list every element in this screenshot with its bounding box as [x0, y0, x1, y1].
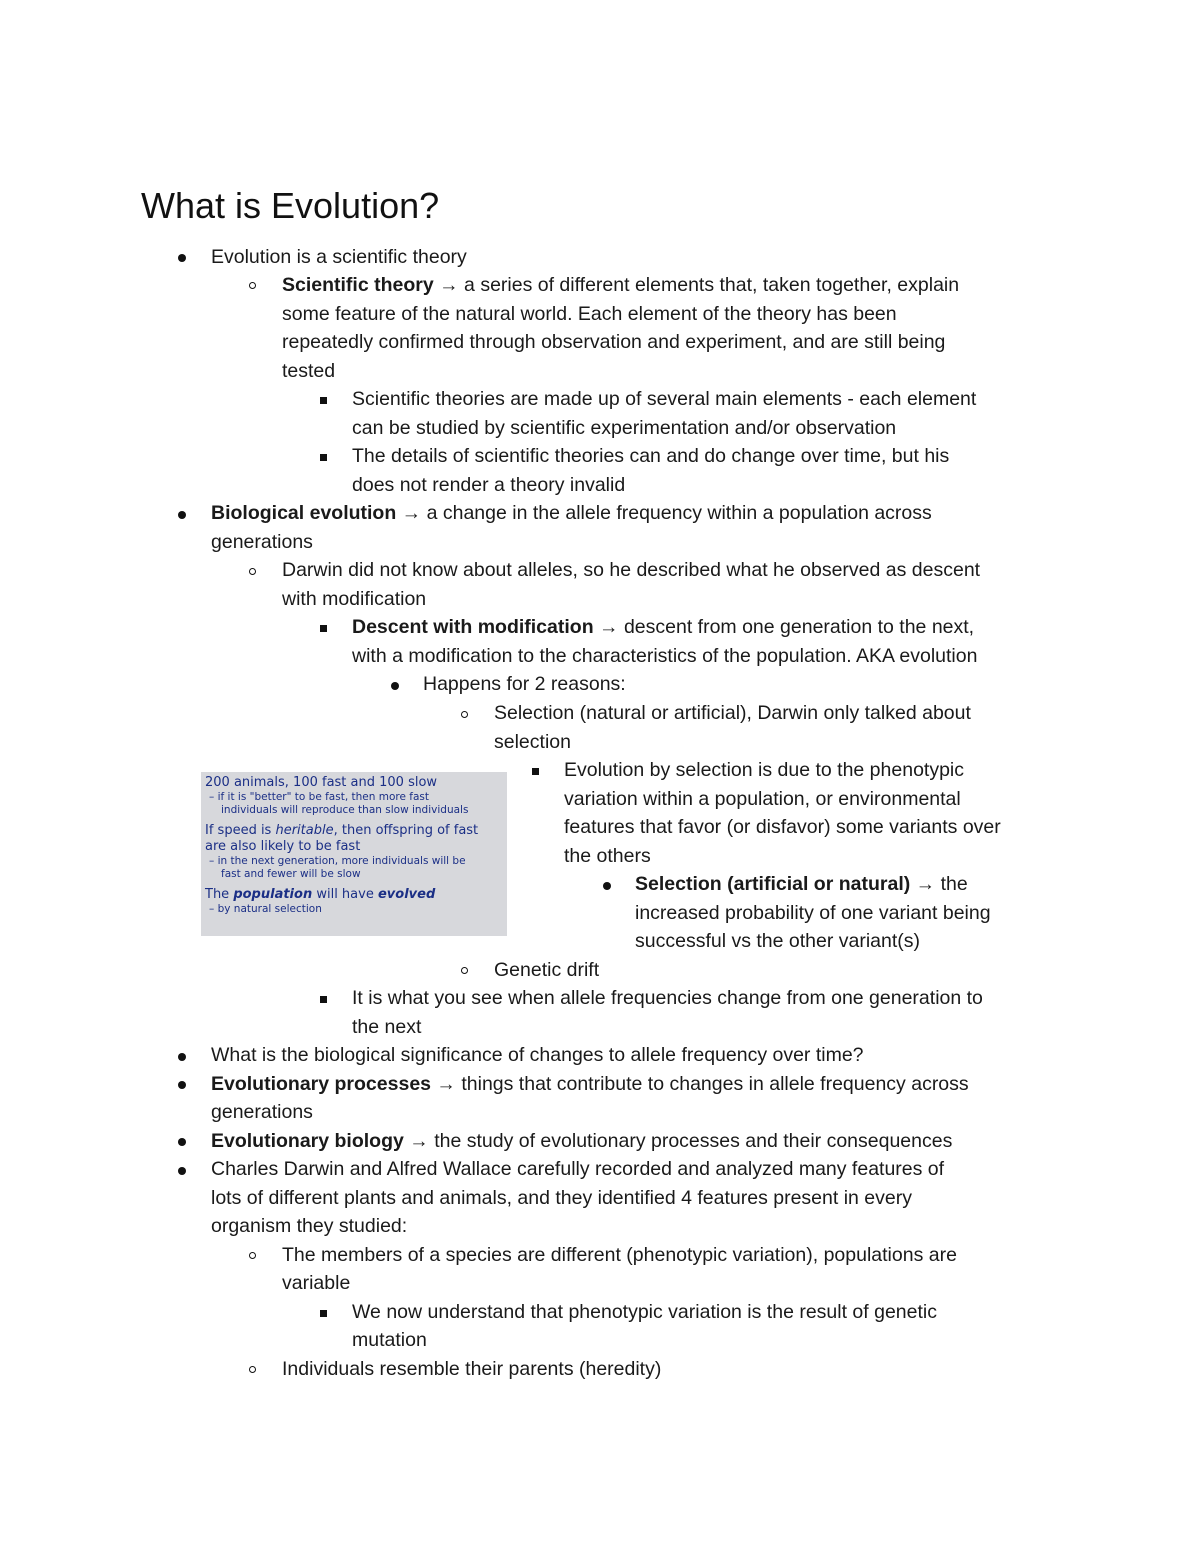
list-item-continued: the others — [564, 845, 651, 867]
figure-line: – if it is "better" to be fast, then more fast — [209, 791, 429, 803]
list-item-continued: with modification — [282, 588, 427, 610]
figure-line: 200 animals, 100 fast and 100 slow — [205, 775, 438, 790]
list-item: Evolutionary biology → the study of evolutionary processes and their consequences — [211, 1130, 953, 1152]
term: Scientific theory — [282, 274, 434, 296]
term: Selection (artificial or natural) — [635, 873, 911, 895]
list-item-continued: can be studied by scientific experimentation and/or observation — [352, 417, 897, 439]
list-item: Darwin did not know about alleles, so he described what he observed as descent — [282, 559, 981, 581]
bullet-circle — [249, 1366, 256, 1373]
page-title: What is Evolution? — [141, 185, 440, 226]
list-item-continued: repeatedly confirmed through observation and experiment, and are still being — [282, 331, 946, 353]
list-item: Selection (artificial or natural) → the — [635, 873, 968, 895]
list-item-continued: organism they studied: — [211, 1215, 408, 1237]
bullet-disc — [178, 1138, 186, 1146]
list-item: Evolution is a scientific theory — [211, 246, 467, 268]
bullet-disc — [178, 511, 186, 519]
bullet-square — [320, 1310, 327, 1317]
list-item-continued: the next — [352, 1016, 422, 1038]
list-item-continued: selection — [494, 731, 571, 753]
bullet-circle — [461, 711, 468, 718]
list-item: Scientific theory → a series of different elements that, taken together, explain — [282, 274, 960, 296]
list-item: Evolutionary processes → things that contribute to changes in allele frequency across — [211, 1073, 969, 1095]
bullet-square — [320, 454, 327, 461]
list-item-continued: variation within a population, or environmental — [564, 788, 961, 810]
figure-line: If speed is heritable, then offspring of fast — [205, 823, 479, 838]
list-item: Descent with modification → descent from one generation to the next, — [352, 616, 975, 638]
bullet-circle — [249, 568, 256, 575]
bullet-disc — [391, 682, 399, 690]
bullet-disc — [178, 1167, 186, 1175]
term: Biological evolution — [211, 502, 397, 524]
list-item: Happens for 2 reasons: — [423, 673, 626, 695]
figure-line: – in the next generation, more individuals will be — [209, 855, 466, 867]
list-item: Selection (natural or artificial), Darwin only talked about — [494, 702, 971, 724]
list-item-continued: some feature of the natural world. Each element of the theory has been — [282, 303, 897, 325]
bullet-square — [320, 397, 327, 404]
list-item: The members of a species are different (phenotypic variation), populations are — [282, 1244, 957, 1266]
list-item: Genetic drift — [494, 959, 600, 981]
bullet-disc — [178, 254, 186, 262]
list-item-continued: increased probability of one variant being — [635, 902, 991, 924]
list-item: Scientific theories are made up of several main elements - each element — [352, 388, 977, 410]
list-item: Biological evolution → a change in the allele frequency within a population across — [211, 502, 932, 524]
bullet-disc — [178, 1081, 186, 1089]
bullet-disc — [603, 882, 611, 890]
list-item-continued: tested — [282, 360, 336, 382]
bullet-square — [320, 996, 327, 1003]
term: Evolutionary processes — [211, 1073, 432, 1095]
list-item: The details of scientific theories can and do change over time, but his — [352, 445, 950, 467]
list-item: Evolution by selection is due to the phenotypic — [564, 759, 965, 781]
list-item-continued: variable — [282, 1272, 351, 1294]
list-item-continued: generations — [211, 531, 313, 553]
list-item-continued: successful vs the other variant(s) — [635, 930, 921, 952]
list-item: What is the biological significance of changes to allele frequency over time? — [211, 1044, 864, 1066]
figure-line: fast and fewer will be slow — [221, 868, 361, 880]
list-item-continued: generations — [211, 1101, 313, 1123]
bullet-square — [320, 625, 327, 632]
bullet-circle — [249, 282, 256, 289]
list-item: Individuals resemble their parents (heredity) — [282, 1358, 662, 1380]
bullet-disc — [178, 1053, 186, 1061]
term: Evolutionary biology — [211, 1130, 404, 1152]
list-item: It is what you see when allele frequencies change from one generation to — [352, 987, 983, 1009]
list-item-continued: does not render a theory invalid — [352, 474, 626, 496]
list-item-continued: features that favor (or disfavor) some variants over — [564, 816, 1001, 838]
bullet-square — [532, 768, 539, 775]
figure-line: The population will have evolved — [205, 887, 436, 902]
natural-selection-slide-image — [201, 772, 507, 936]
list-item: Charles Darwin and Alfred Wallace carefully recorded and analyzed many features of — [211, 1158, 945, 1180]
bullet-circle — [249, 1252, 256, 1259]
figure-line: individuals will reproduce than slow individuals — [221, 804, 469, 816]
list-item-continued: with a modification to the characteristics of the population. AKA evolution — [352, 645, 978, 667]
term: Descent with modification — [352, 616, 594, 638]
list-item-continued: mutation — [352, 1329, 427, 1351]
bullet-circle — [461, 967, 468, 974]
figure-line: – by natural selection — [209, 903, 322, 915]
figure-line: are also likely to be fast — [205, 839, 361, 854]
list-item-continued: lots of different plants and animals, and they identified 4 features present in every — [211, 1187, 912, 1209]
list-item: We now understand that phenotypic variation is the result of genetic — [352, 1301, 937, 1323]
